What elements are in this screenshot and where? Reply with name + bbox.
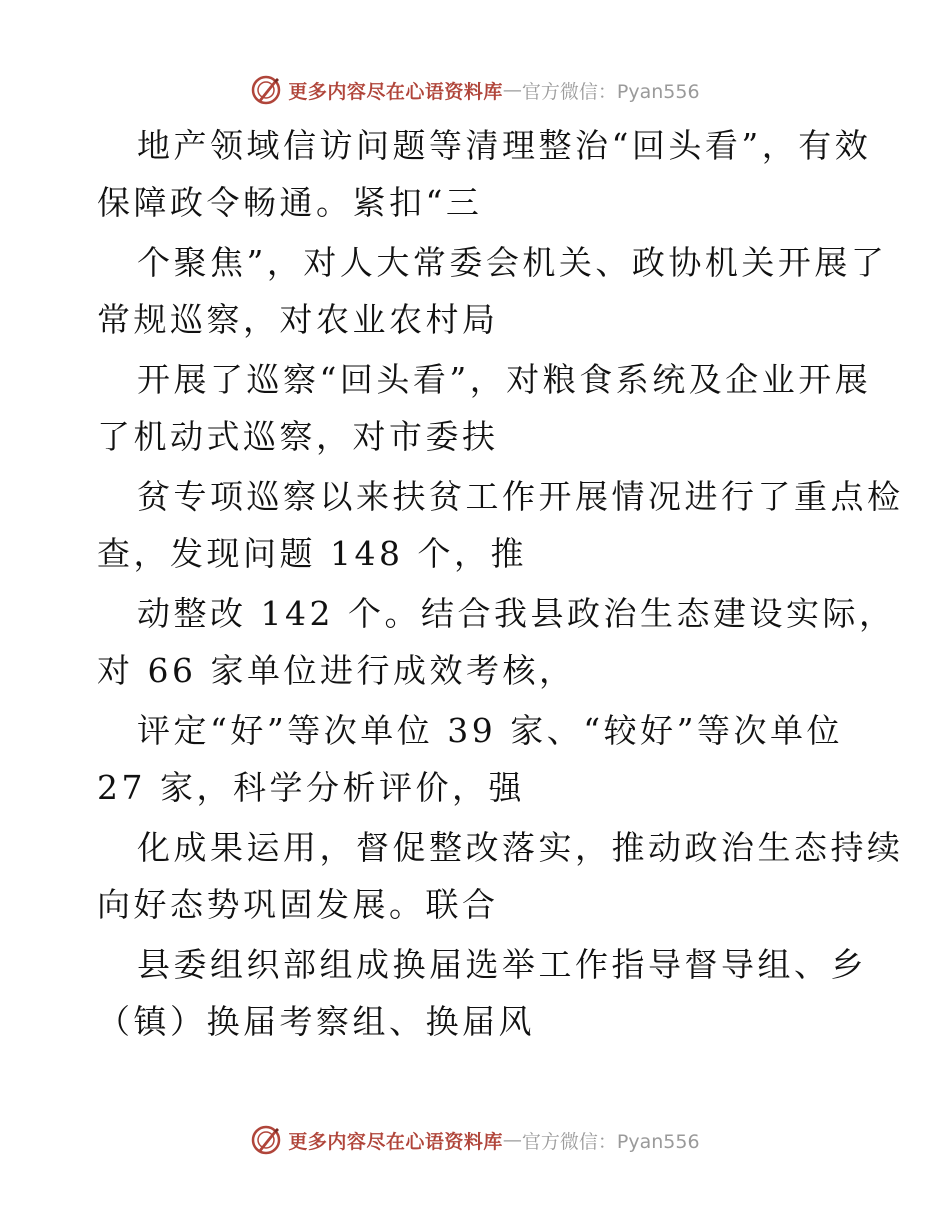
body-line: 开展了巡察“回头看”，对粮食系统及企业开展 bbox=[137, 360, 872, 399]
body-line: 地产领域信访问题等清理整治“回头看”，有效 bbox=[137, 126, 872, 165]
body-line: 化成果运用，督促整改落实，推动政治生态持续 bbox=[137, 828, 904, 867]
body-line: 常规巡察，对农业农村局 bbox=[97, 300, 499, 339]
footer-wechat-text: 官方微信：Pyan556 bbox=[521, 1130, 700, 1153]
header-banner bbox=[0, 72, 950, 108]
pen-circle-logo-icon bbox=[250, 1124, 282, 1156]
footer-separator: — bbox=[502, 1129, 522, 1151]
body-line: 向好态势巩固发展。联合 bbox=[97, 885, 499, 924]
header-brand-text: 更多内容尽在心语资料库 bbox=[288, 80, 503, 103]
body-line: 贫专项巡察以来扶贫工作开展情况进行了重点检 bbox=[137, 477, 904, 516]
body-line: 保障政令畅通。紧扣“三 bbox=[97, 183, 483, 222]
header-wechat-text: 官方微信：Pyan556 bbox=[521, 80, 700, 103]
footer-banner bbox=[0, 1122, 950, 1158]
footer-brand-text: 更多内容尽在心语资料库 bbox=[288, 1130, 503, 1153]
body-line: 个聚焦”，对人大常委会机关、政协机关开展了 bbox=[137, 243, 888, 282]
body-line: 查，发现问题 148 个，推 bbox=[97, 534, 527, 573]
body-line: 27 家，科学分析评价，强 bbox=[97, 768, 525, 807]
body-line: 对 66 家单位进行成效考核， bbox=[97, 651, 576, 690]
body-line: 县委组织部组成换届选举工作指导督导组、乡 bbox=[137, 945, 867, 984]
body-line: 了机动式巡察，对市委扶 bbox=[97, 417, 499, 456]
body-line: 动整改 142 个。结合我县政治生态建设实际， bbox=[137, 594, 896, 633]
body-line: 评定“好”等次单位 39 家、“较好”等次单位 bbox=[137, 711, 843, 750]
pen-circle-logo-icon bbox=[250, 74, 282, 106]
header-separator: — bbox=[502, 79, 522, 101]
body-line: （镇）换届考察组、换届风 bbox=[97, 1002, 535, 1041]
